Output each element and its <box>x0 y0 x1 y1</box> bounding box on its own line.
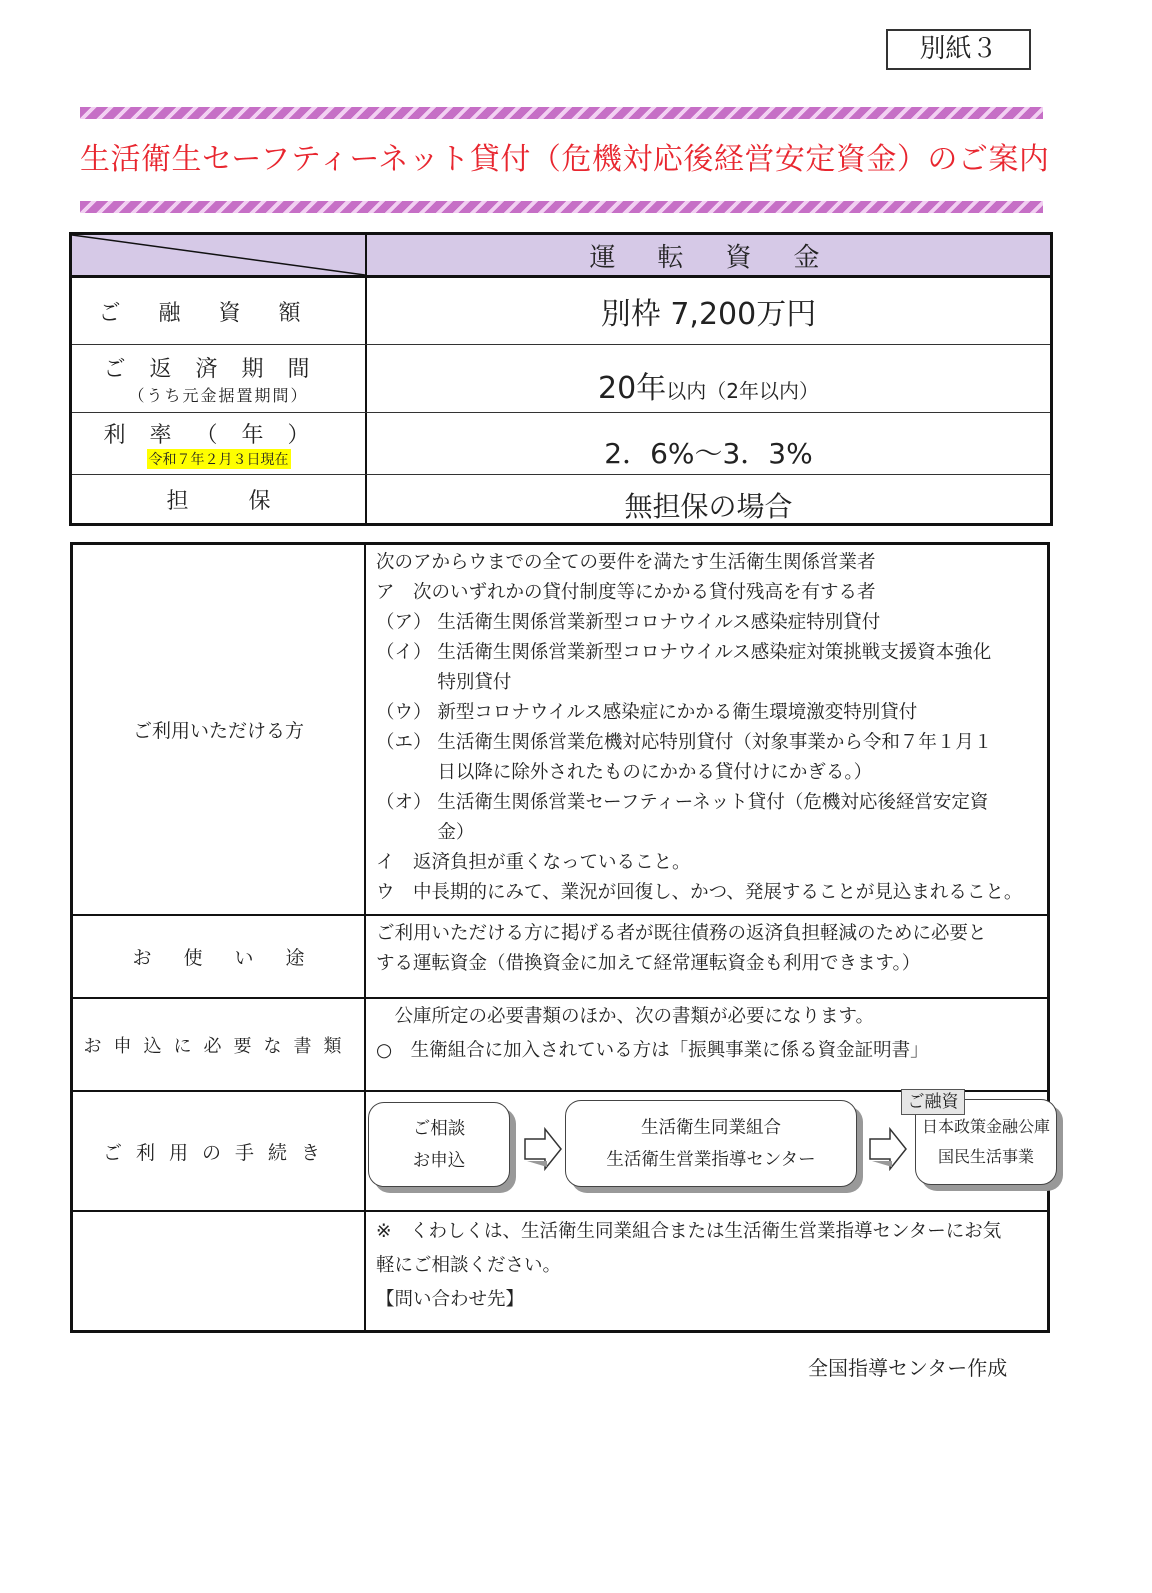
row-term-sublabel: （うち元金据置期間） <box>128 385 309 405</box>
row-rate-value: 2．6%～3．3% <box>604 436 813 470</box>
step-consultation-box <box>368 1102 510 1187</box>
eligible-line: ウ 中長期的にみて、業況が回復し、かつ、発展することが見込まれること。 <box>376 882 1023 903</box>
arrow-right-icon <box>868 1127 908 1171</box>
row-collateral-label: 担保 <box>166 488 331 514</box>
eligible-line: 金） <box>376 822 475 843</box>
eligible-line: （オ） 生活衛生関係営業セーフティーネット貸付（危機対応後経営安定資 <box>376 792 989 813</box>
row-rate-label: 利率（年） <box>103 423 334 448</box>
step-consultation-line2: お申込 <box>412 1150 466 1171</box>
details-table <box>70 542 1050 1333</box>
documents-line: 公庫所定の必要書類のほか、次の書類が必要になります。 <box>376 1006 875 1027</box>
eligible-line: 次のアからウまでの全ての要件を満たす生活衛生関係営業者 <box>376 552 876 573</box>
usage-line: する運転資金（借換資金に加えて経常運転資金も利用できます。） <box>376 953 921 974</box>
note-line: ※ くわしくは、生活衛生同業組合または生活衛生営業指導センターにお気 <box>376 1221 1002 1242</box>
step-jfc-line2: 国民生活事業 <box>937 1147 1034 1166</box>
eligible-label: ご利用いただける方 <box>132 720 304 742</box>
usage-content <box>376 919 1046 979</box>
row-term-value-main: 20年 <box>598 371 667 406</box>
table-header <box>72 235 1050 278</box>
note-line: 軽にご相談ください。 <box>376 1255 562 1276</box>
row-collateral-label-cell <box>72 475 365 523</box>
page-title: 生活衛生セーフティーネット貸付（危機対応後経営安定資金）のご案内 <box>80 142 1050 177</box>
documents-label: お申込に必要な書類 <box>83 1035 354 1057</box>
usage-label: お使い途 <box>132 947 337 969</box>
eligible-line: 日以降に除外されたものにかかる貸付けにかぎる。） <box>376 762 873 783</box>
eligible-line: （ア） 生活衛生関係営業新型コロナウイルス感染症特別貸付 <box>376 612 881 633</box>
row-term-value-sub: 以内（2年以内） <box>666 379 819 403</box>
header-working-capital: 運 転 資 金 <box>589 242 828 273</box>
row-amount-label-cell <box>72 278 365 344</box>
eligible-line: （エ） 生活衛生関係営業危機対応特別貸付（対象事業から令和７年１月１ <box>376 732 993 753</box>
top-stripe <box>80 107 1043 119</box>
documents-content <box>376 1002 1046 1066</box>
row-term-label: ご返済期間 <box>103 356 334 382</box>
row-term-label-cell <box>72 345 365 412</box>
row-collateral-value: 無担保の場合 <box>624 490 793 523</box>
arrow-right-icon <box>523 1127 563 1171</box>
note-content <box>376 1215 1046 1317</box>
eligible-content <box>376 548 1046 908</box>
bottom-stripe <box>80 201 1043 213</box>
note-line: 【問い合わせ先】 <box>376 1289 525 1310</box>
row-term-value <box>367 345 1050 412</box>
attachment-badge: 別紙３ <box>886 29 1031 70</box>
procedure-label-cell <box>73 1092 364 1210</box>
procedure-label: ご利用の手続き <box>102 1141 334 1164</box>
eligible-line: 特別貸付 <box>376 672 512 693</box>
row-amount-label: ご融資額 <box>98 300 339 326</box>
eligible-line: （ウ） 新型コロナウイルス感染症にかかる衛生環境激変特別貸付 <box>376 702 918 723</box>
step-association-line1: 生活衛生同業組合 <box>641 1117 781 1138</box>
step-jfc-line1: 日本政策金融公庫 <box>921 1117 1050 1136</box>
loan-tag: ご融資 <box>901 1089 965 1115</box>
usage-line: ご利用いただける方に掲げる者が既往債務の返済負担軽減のために必要と <box>376 923 987 944</box>
step-association-line2: 生活衛生営業指導センター <box>606 1149 816 1170</box>
diagonal-line <box>72 235 365 275</box>
row-rate-label-cell <box>72 413 365 474</box>
documents-line: ○ 生衛組合に加入されている方は「振興事業に係る資金証明書」 <box>376 1040 929 1061</box>
row-amount-value: 別枠 7,200万円 <box>600 297 817 332</box>
step-association-box <box>565 1100 857 1187</box>
documents-label-cell <box>73 999 364 1090</box>
loan-summary-table <box>69 232 1053 526</box>
usage-label-cell <box>73 916 364 997</box>
eligible-line: イ 返済負担が重くなっていること。 <box>376 852 691 873</box>
step-consultation-line1: ご相談 <box>412 1118 466 1139</box>
footer-author: 全国指導センター作成 <box>808 1356 1008 1380</box>
row-rate-date: 令和７年２月３日現在 <box>147 449 291 469</box>
eligible-line: ア 次のいずれかの貸付制度等にかかる貸付残高を有する者 <box>376 582 876 603</box>
eligible-line: （イ） 生活衛生関係営業新型コロナウイルス感染症対策挑戦支援資本強化 <box>376 642 992 663</box>
